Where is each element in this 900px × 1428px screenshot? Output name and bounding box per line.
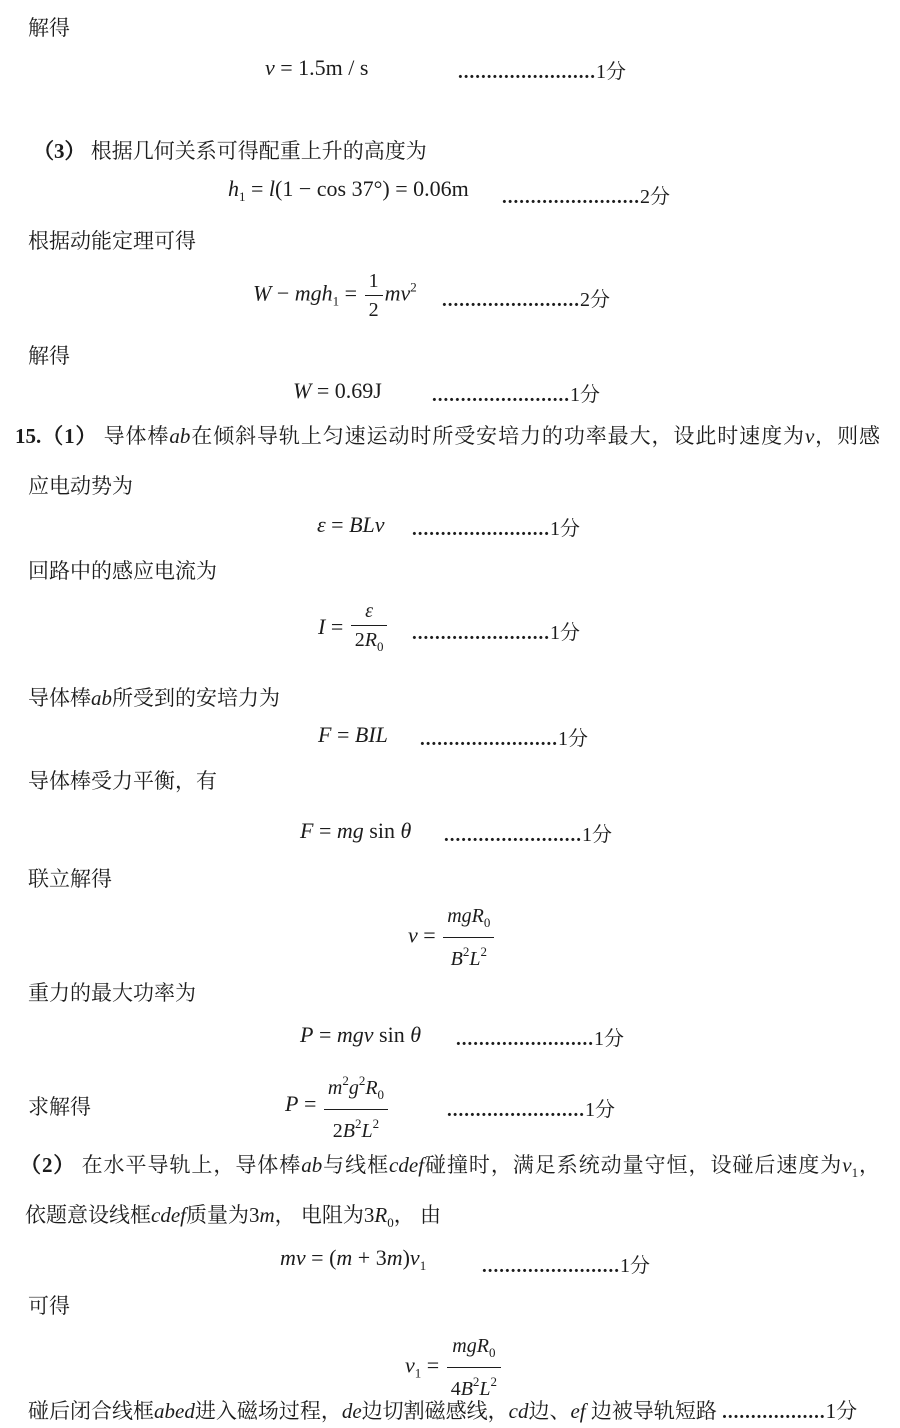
text-run: + 3 <box>352 1245 387 1270</box>
dotted-leader: ........................ <box>447 1099 585 1121</box>
text-run: 1 <box>368 270 379 292</box>
math-variable: m <box>336 1245 353 1270</box>
math-variable: cd <box>508 1399 529 1423</box>
score-leader <box>442 282 610 311</box>
text-run: 边被导轨短路 <box>585 1399 723 1423</box>
dotted-leader: ........................ <box>420 728 558 750</box>
score-leader <box>412 512 580 541</box>
dotted-leader: ........................ <box>458 61 596 83</box>
math-variable: g <box>348 1077 359 1099</box>
text-solved-1 <box>0 13 900 43</box>
text-ampere-force <box>0 683 900 713</box>
text-run: − <box>271 280 295 306</box>
math-variable: ab <box>169 424 191 448</box>
score-badge: 1分 <box>620 1254 650 1277</box>
text-run: 2 <box>410 279 417 295</box>
text-solved-2 <box>0 341 900 371</box>
score-leader <box>456 1022 624 1051</box>
text-run: (1 − cos 37°) = 0.06m <box>275 176 469 201</box>
fraction <box>322 1068 390 1144</box>
score-badge: 1分 <box>596 60 626 83</box>
text-run: 2 <box>472 1374 480 1389</box>
score-badge: 1分 <box>570 383 600 406</box>
text-run: 解得 <box>28 16 70 40</box>
text-run: 联立解得 <box>28 867 112 891</box>
math-variable: ab <box>301 1153 323 1177</box>
text-final-line <box>0 1396 900 1428</box>
text-run: 2 <box>354 629 365 651</box>
dotted-leader: ........................ <box>412 622 550 644</box>
math-variable: mv <box>384 280 411 306</box>
text-run: ， <box>858 1153 881 1177</box>
text-run: sin <box>363 818 401 843</box>
eq-emf <box>0 510 900 540</box>
text-run: 重力的最大功率为 <box>28 981 196 1005</box>
math-variable: I <box>318 614 326 640</box>
text-run: = <box>331 722 355 747</box>
math-variable: v <box>842 1153 852 1177</box>
math-variable: mgh <box>294 280 333 306</box>
text-run: 2 <box>372 1116 380 1131</box>
math-variable: cdef <box>151 1203 186 1227</box>
dotted-leader: ........................ <box>432 384 570 406</box>
text-run: 1 <box>419 1258 427 1273</box>
score-leader <box>412 616 580 645</box>
math-variable: R <box>365 1077 378 1099</box>
math-variable: v <box>405 1352 415 1378</box>
text-run: = <box>245 176 269 201</box>
dotted-leader: .................. <box>722 1402 826 1423</box>
formula-side-label <box>28 1091 91 1121</box>
text-run: 应电动势为 <box>28 474 133 498</box>
score-leader <box>502 180 670 209</box>
text-force-balance <box>0 766 900 796</box>
score-leader <box>482 1249 650 1278</box>
math-variable: mgv <box>336 1022 374 1047</box>
text-run: 4 <box>450 1378 461 1400</box>
dotted-leader: ........................ <box>502 186 640 208</box>
eq-speed-result <box>0 53 900 83</box>
text-run: 所受到的安培力为 <box>112 686 280 710</box>
text-run: 0 <box>376 639 384 654</box>
math-variable: L <box>361 1120 373 1142</box>
text-run: 1 <box>332 293 340 309</box>
text-run: = <box>421 1352 445 1378</box>
text-run: 导体棒 <box>28 686 91 710</box>
math-variable: ef <box>570 1399 586 1423</box>
para-q15-part1-line1 <box>0 421 900 451</box>
text-simultaneous-solve <box>0 864 900 894</box>
text-run: 0 <box>488 1345 496 1360</box>
math-variable: R <box>374 1203 388 1227</box>
math-variable: θ <box>410 1022 422 1047</box>
math-variable: P <box>285 1091 299 1117</box>
math-variable: ε <box>317 512 326 537</box>
eq-power-max <box>0 1068 900 1144</box>
text-run: 导体棒 <box>97 424 170 448</box>
text-run: 求解得 <box>28 1095 91 1119</box>
text-run: 2 <box>490 1374 498 1389</box>
eq-work-result <box>0 376 900 406</box>
math-variable: v <box>265 55 275 80</box>
text-run: 在倾斜导轨上匀速运动时所受安培力的功率最大，设此时速度为 <box>190 424 805 448</box>
fraction <box>445 1333 503 1402</box>
text-induced-current <box>0 556 900 586</box>
text-run: 边切割磁感线， <box>361 1399 509 1423</box>
eq-height-h1 <box>0 174 900 212</box>
text-run: 在水平导轨上，导体棒 <box>75 1153 302 1177</box>
text-run: 进入磁场过程， <box>194 1399 342 1423</box>
text-run: = <box>298 1091 322 1117</box>
math-variable: B <box>450 948 463 970</box>
score-badge: 1分 <box>585 1098 615 1121</box>
math-variable: F <box>318 722 332 747</box>
math-variable: v <box>409 1245 420 1270</box>
text-obtained <box>0 1291 900 1321</box>
score-leader <box>447 1093 615 1122</box>
text-run: 2 <box>480 944 487 959</box>
score-badge: 1分 <box>550 621 580 644</box>
text-run: 2 <box>342 1073 349 1088</box>
math-variable: v <box>804 424 815 448</box>
math-variable: cdef <box>389 1153 425 1177</box>
text-section3-header <box>0 136 900 166</box>
text-run: 根据动能定理可得 <box>28 229 196 253</box>
text-run: 2 <box>368 299 379 321</box>
math-variable: mv <box>280 1245 306 1270</box>
math-variable: B <box>342 1120 355 1142</box>
text-run: = 0.69J <box>311 378 382 403</box>
text-run: 与线框 <box>322 1153 390 1177</box>
dotted-leader: ........................ <box>444 824 582 846</box>
fraction <box>363 268 385 323</box>
score-badge: 1分 <box>594 1027 624 1050</box>
math-variable: BLv <box>349 512 385 537</box>
math-variable: BIL <box>354 722 388 747</box>
math-variable: mgR <box>452 1335 489 1357</box>
text-run: = ( <box>305 1245 337 1270</box>
text-run: sin <box>373 1022 411 1047</box>
text-run: = 1.5m / s <box>274 55 369 80</box>
text-run: = <box>325 512 350 537</box>
math-variable: θ <box>400 818 412 843</box>
math-variable: m <box>259 1203 275 1227</box>
text-run: = <box>339 280 363 306</box>
text-run: 碰后闭合线框 <box>28 1399 154 1423</box>
math-variable: m <box>327 1077 343 1099</box>
para-q15-part2-line1 <box>0 1150 900 1188</box>
text-run: 回路中的感应电流为 <box>28 559 217 583</box>
math-variable: P <box>300 1022 314 1047</box>
text-run: ，则感 <box>814 424 881 448</box>
eq-power <box>0 1020 900 1050</box>
text-run: 根据几何关系可得配重上升的高度为 <box>85 139 427 163</box>
score-leader <box>420 722 588 751</box>
math-variable: de <box>341 1399 362 1423</box>
math-variable: B <box>460 1378 473 1400</box>
eq-work-energy <box>0 268 900 323</box>
text-gravity-max-power <box>0 978 900 1008</box>
score-badge: 1分 <box>582 823 612 846</box>
text-run: 1 <box>851 1165 859 1180</box>
math-variable: l <box>268 176 276 201</box>
text-run: （2） <box>20 1153 76 1177</box>
eq-momentum-conservation <box>0 1243 900 1281</box>
dotted-leader: ........................ <box>456 1028 594 1050</box>
math-variable: mgR <box>447 905 484 927</box>
text-run: 2 <box>332 1120 343 1142</box>
text-run: = <box>325 614 349 640</box>
math-variable: W <box>253 280 272 306</box>
math-variable: abed <box>154 1399 195 1423</box>
score-badge: 1分 <box>558 727 588 750</box>
score-leader <box>458 55 626 84</box>
dotted-leader: ........................ <box>412 518 550 540</box>
score-leader <box>432 378 600 407</box>
math-variable: ε <box>365 600 374 622</box>
eq-current <box>0 598 900 660</box>
text-run: = <box>313 818 337 843</box>
text-run: （3） <box>33 139 86 163</box>
text-run: 1 <box>239 189 246 204</box>
score-badge: 1分 <box>550 517 580 540</box>
text-run: 0 <box>483 915 491 930</box>
eq-velocity-max <box>0 903 900 972</box>
score-badge: 2分 <box>640 185 670 208</box>
math-variable: ab <box>91 686 112 710</box>
text-run: 2 <box>462 944 470 959</box>
math-variable: F <box>300 818 314 843</box>
text-run: 解得 <box>28 344 70 368</box>
text-run: 2 <box>358 1073 366 1088</box>
text-run: 1分 <box>825 1399 858 1423</box>
math-variable: R <box>364 629 377 651</box>
math-variable: m <box>386 1245 403 1270</box>
para-q15-part1-line2 <box>0 471 900 501</box>
fraction <box>349 598 390 660</box>
dotted-leader: ........................ <box>442 289 580 311</box>
text-run: 依题意设线框 <box>25 1203 151 1227</box>
text-run: 可得 <box>28 1294 70 1318</box>
score-badge: 2分 <box>580 288 610 311</box>
math-variable: L <box>479 1378 491 1400</box>
text-run: 导体棒受力平衡，有 <box>28 769 217 793</box>
text-run: = <box>417 922 442 948</box>
eq-velocity-after-collision <box>0 1333 900 1402</box>
math-variable: h <box>228 176 239 201</box>
text-run: 0 <box>387 1215 394 1230</box>
para-q15-part2-line2 <box>0 1200 900 1238</box>
text-run: 碰撞时，满足系统动量守恒，设碰后速度为 <box>424 1153 843 1177</box>
eq-force-gravity <box>0 816 900 846</box>
text-run: = <box>313 1022 337 1047</box>
text-run: 质量为3 <box>185 1203 260 1227</box>
dotted-leader: ........................ <box>482 1255 620 1277</box>
text-run: 边、 <box>528 1399 571 1423</box>
text-kinetic-energy-theorem <box>0 226 900 256</box>
math-variable: L <box>469 948 481 970</box>
text-run: ) <box>402 1245 410 1270</box>
text-run: 1 <box>414 1365 422 1381</box>
eq-force-bil <box>0 720 900 750</box>
text-run: ， 电阻为3 <box>274 1203 375 1227</box>
math-variable: mg <box>336 818 364 843</box>
text-run: ， 由 <box>393 1203 441 1227</box>
text-run: 2 <box>355 1116 362 1131</box>
math-variable: v <box>408 922 418 948</box>
score-leader <box>444 818 612 847</box>
math-variable: W <box>293 378 312 403</box>
text-run: 15.（1） <box>15 424 98 448</box>
text-run: 0 <box>377 1087 385 1102</box>
fraction <box>441 903 496 972</box>
